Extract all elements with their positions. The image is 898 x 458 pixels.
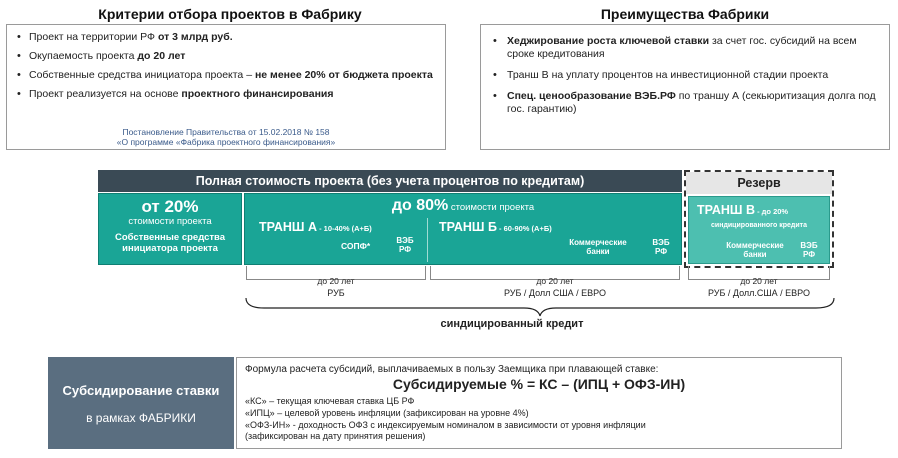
full-cost-header: Полная стоимость проекта (без учета процентов по кредитам) [98, 170, 682, 192]
criteria-item: • Проект на территории РФ от 3 млрд руб. [15, 31, 437, 44]
veb-logo: ВЭБ РФ [396, 236, 414, 254]
subsidy-formula: Субсидируемые % = КС – (ИПЦ + ОФЗ-ИН) [392, 376, 686, 392]
advantage-item: • Хеджирование роста ключевой ставки за счет гос. субсидий на всем сроке кредитования [489, 35, 881, 61]
definition-ofz-note: (зафиксирован на дату принятия решения) [245, 431, 426, 441]
program-note: «О программе «Фабрика проектного финансирования» [116, 137, 336, 147]
own-funds-label: Собственные средства инициатора проекта [114, 232, 226, 254]
credit-block [244, 193, 682, 265]
tranche-divider [427, 218, 428, 262]
criteria-item: • Проект реализуется на основе проектного финансирования [15, 88, 437, 101]
subsidy-title-block [48, 357, 234, 449]
syndicated-credit-label: синдицированный кредит [440, 318, 584, 330]
criteria-panel [6, 24, 446, 150]
tranche-v-term: до 20 лет [740, 276, 778, 286]
own-funds-caption: стоимости проекта [128, 216, 212, 227]
advantages-title: Преимущества Фабрики [600, 6, 770, 22]
tranche-a-label: ТРАНШ А - 10-40% (А+Б) [259, 220, 372, 234]
syndicated-brace [244, 296, 836, 318]
subsidy-title: Субсидирование ставки [62, 383, 220, 398]
veb-logo: ВЭБ РФ [652, 238, 670, 256]
criteria-item: • Собственные средства инициатора проекта – не менее 20% от бюджета проекта [15, 69, 437, 82]
criteria-title: Критерии отбора проектов в Фабрику [98, 6, 362, 22]
formula-intro: Формула расчета субсидий, выплачиваемых в пользу Заемщика при плавающей ставке: [245, 364, 659, 375]
tranche-b-term: до 20 лет [536, 276, 574, 286]
tranche-b-currency: РУБ / Долл США / ЕВРО [503, 288, 606, 298]
advantage-item: • Транш В на уплату процентов на инвестиционной стадии проекта [489, 69, 881, 82]
decree-note: Постановление Правительства от 15.02.2018 № 158 [122, 127, 330, 137]
advantages-panel [480, 24, 890, 150]
definition-ofz: «ОФЗ-ИН» - доходность ОФЗ с индексируемым номиналом в зависимости от уровня инфляции [245, 420, 646, 430]
tranche-a-currency: РУБ [327, 288, 345, 298]
commercial-banks-label: Коммерческие банки [569, 238, 627, 256]
subsidy-subtitle: в рамках ФАБРИКИ [86, 411, 196, 425]
credit-share: до 80% стоимости проекта [391, 197, 535, 214]
own-funds-block [98, 193, 242, 265]
veb-logo: ВЭБ РФ [800, 241, 818, 259]
definition-ipc: «ИПЦ» – целевой уровень инфляции (зафиксирован на уровне 4%) [245, 408, 529, 418]
criteria-item: • Окупаемость проекта до 20 лет [15, 50, 437, 63]
tranche-v-label: ТРАНШ В - до 20% [697, 203, 789, 217]
subsidy-formula-panel [236, 357, 842, 449]
advantages-list [481, 25, 889, 116]
definition-ks: «КС» – текущая ключевая ставка ЦБ РФ [245, 396, 415, 406]
tranche-b-label: ТРАНШ Б - 60-90% (А+Б) [439, 220, 552, 234]
tranche-v-currency: РУБ / Долл.США / ЕВРО [707, 288, 810, 298]
commercial-banks-label: Коммерческие банки [726, 241, 784, 259]
own-funds-share: от 20% [141, 197, 199, 216]
criteria-list [7, 25, 445, 101]
tranche-a-term: до 20 лет [317, 276, 355, 286]
tranche-v-caption: синдицированного кредита [711, 222, 807, 229]
reserve-header: Резерв [686, 172, 832, 194]
tranche-v-block [688, 196, 830, 264]
advantage-item: • Спец. ценообразование ВЭБ.РФ по траншу А (секьюритизация долга под гос. гарантию) [489, 90, 881, 116]
sopf-label: СОПФ* [341, 241, 371, 251]
